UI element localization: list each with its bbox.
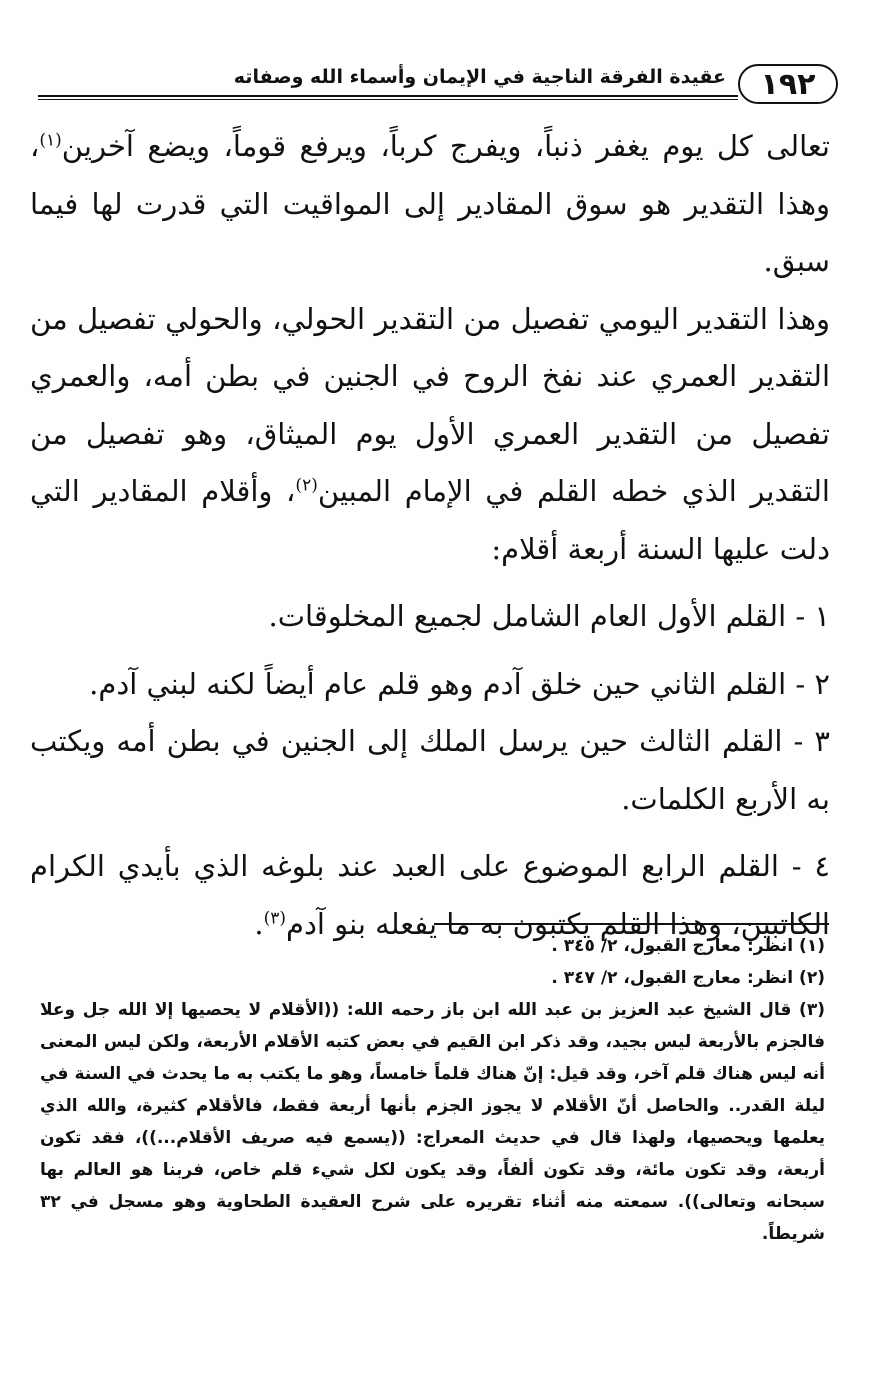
paragraph-1: [30, 118, 830, 291]
list-item-4-end: .: [254, 906, 264, 941]
paragraph-2-end: ، وأقلام المقادير التي دلت عليها السنة أربعة أقلام:: [30, 474, 830, 566]
footnotes: [40, 930, 825, 1250]
list-item-3: ٣ - القلم الثالث حين يرسل الملك إلى الجنين في بطن أمه ويكتب به الأربع الكلمات.: [30, 724, 830, 816]
header-rule: [38, 95, 738, 97]
list-item-4-text: ٤ - القلم الرابع الموضوع على العبد عند بلوغه الذي بأيدي الكرام الكاتبين، وهذا القلم يكتبون به ما يفعله بنو آدم: [30, 849, 830, 941]
main-text: [30, 118, 830, 953]
paragraph-2: [30, 291, 830, 579]
footnote-ref-2: (٢): [295, 475, 318, 496]
list-item-1: ١ - القلم الأول العام الشامل لجميع المخلوقات.: [268, 599, 830, 633]
paragraph-1-text: تعالى كل يوم يغفر ذنباً، ويفرج كرباً، ويرفع قوماً، ويضع آخرين: [61, 129, 830, 163]
footnote-ref-3: (٣): [263, 907, 286, 928]
paragraph-2-text: وهذا التقدير اليومي تفصيل من التقدير الحولي، والحولي تفصيل من التقدير العمري عند نفخ الروح في الجنين في بطن أمه، والعمري تفصيل من التقدير العمري الأول يوم الميثاق، وهو تفصيل من التقدير الذي خطه القلم في الإمام المبين: [30, 301, 830, 508]
footnote-2: (٢) انظر: معارج القبول، ٢/ ٣٤٧ .: [551, 968, 825, 988]
header-rule-thin: [38, 99, 738, 100]
footnote-1: (١) انظر: معارج القبول، ٢/ ٣٤٥ .: [551, 936, 825, 956]
page-number: ١٩٢: [738, 64, 838, 104]
page-header: [38, 58, 838, 106]
list-item-2: ٢ - القلم الثاني حين خلق آدم وهو قلم عام أيضاً لكنه لبني آدم.: [89, 666, 830, 701]
running-title: عقيدة الفرقة الناجية في الإيمان وأسماء الله وصفاته: [233, 66, 726, 88]
footnote-ref-1: (١): [39, 130, 62, 151]
paragraph-1-end: ، وهذا التقدير هو سوق المقادير إلى المواقيت التي قدرت لها فيما سبق.: [30, 129, 830, 278]
footnote-separator: [434, 923, 829, 925]
footnote-3: (٣) قال الشيخ عبد العزيز بن عبد الله ابن باز رحمه الله: ((الأقلام لا يحصيها إلا الله جل وعلا فالجزم بالأربعة ليس بجيد، وقد ذكر ابن القيم في بعض كتبه الأقلام الأربعة، ولكن ليس المعنى أنه ليس هناك قلم آخر، وقد قيل: إنّ هناك قلماً خامساً، وهو ما يكتب به ما يحدث في السنة في ليلة القدر.. والحاصل أنّ الأقلام لا يجوز الجزم بأنها أربعة فقط، فالأقلام كثيرة، والله الذي يعلمها ويحصيها، ولهذا قال في حديث المعراج: ((يسمع فيه صريف الأقلام...))، فقد تكون أربعة، وقد تكون مائة، وقد تكون ألفاً، وقد يكون لكل شيء قلم خاص، فربنا هو العالم بها سبحانه وتعالى)). سمعته منه أثناء تقريره على شرح العقيدة الطحاوية وهو مسجل في ٣٢ شريطاً.: [40, 1000, 825, 1244]
